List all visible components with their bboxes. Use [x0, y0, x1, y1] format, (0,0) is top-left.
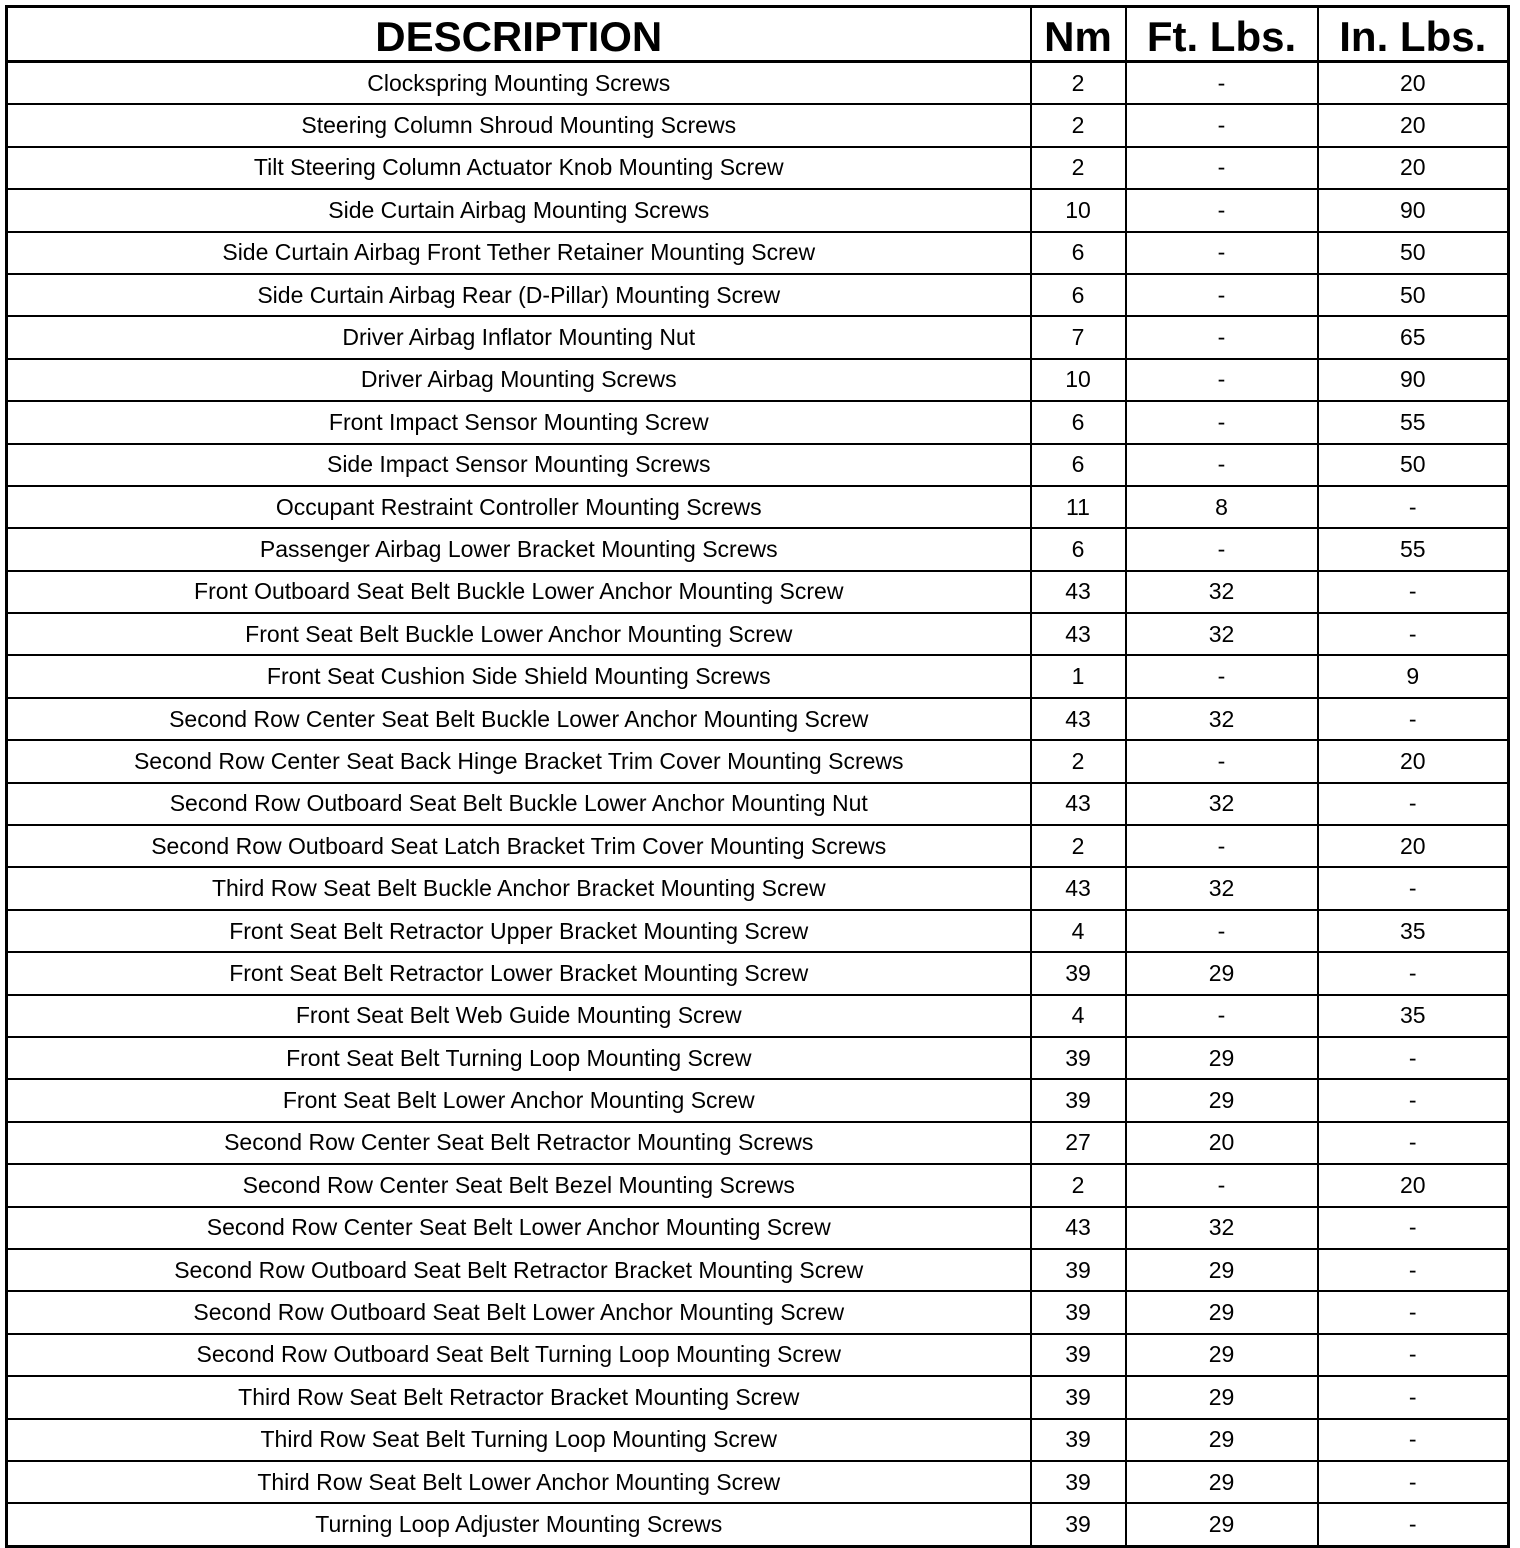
in-lbs-cell: 90 — [1318, 189, 1509, 231]
description-cell: Front Seat Belt Retractor Lower Bracket Mounting Screw — [7, 952, 1031, 994]
in-lbs-cell: - — [1318, 1037, 1509, 1079]
table-row — [7, 486, 1509, 528]
table-row — [7, 825, 1509, 867]
ft-lbs-cell: - — [1126, 104, 1318, 146]
in-lbs-cell: - — [1318, 867, 1509, 909]
header-ft-lbs: Ft. Lbs. — [1126, 7, 1318, 62]
table-row — [7, 1079, 1509, 1121]
ft-lbs-cell: 29 — [1126, 1503, 1318, 1546]
nm-cell: 6 — [1031, 528, 1126, 570]
table-row — [7, 1461, 1509, 1503]
description-cell: Second Row Outboard Seat Belt Lower Anchor Mounting Screw — [7, 1291, 1031, 1333]
in-lbs-cell: 65 — [1318, 316, 1509, 358]
table-row — [7, 1419, 1509, 1461]
description-cell: Third Row Seat Belt Buckle Anchor Bracket Mounting Screw — [7, 867, 1031, 909]
in-lbs-cell: 55 — [1318, 401, 1509, 443]
ft-lbs-cell: - — [1126, 444, 1318, 486]
in-lbs-cell: - — [1318, 1249, 1509, 1291]
table-row — [7, 232, 1509, 274]
in-lbs-cell: - — [1318, 1334, 1509, 1376]
table-row — [7, 359, 1509, 401]
table-row — [7, 1037, 1509, 1079]
nm-cell: 39 — [1031, 1376, 1126, 1418]
ft-lbs-cell: 32 — [1126, 1207, 1318, 1249]
in-lbs-cell: - — [1318, 1122, 1509, 1164]
header-description: DESCRIPTION — [7, 7, 1031, 62]
description-cell: Front Seat Belt Retractor Upper Bracket Mounting Screw — [7, 910, 1031, 952]
in-lbs-cell: - — [1318, 1079, 1509, 1121]
in-lbs-cell: - — [1318, 613, 1509, 655]
in-lbs-cell: - — [1318, 486, 1509, 528]
nm-cell: 39 — [1031, 1461, 1126, 1503]
table-row — [7, 867, 1509, 909]
ft-lbs-cell: 32 — [1126, 783, 1318, 825]
nm-cell: 1 — [1031, 655, 1126, 697]
description-cell: Third Row Seat Belt Turning Loop Mounting Screw — [7, 1419, 1031, 1461]
in-lbs-cell: 50 — [1318, 444, 1509, 486]
ft-lbs-cell: - — [1126, 1164, 1318, 1206]
description-cell: Second Row Outboard Seat Latch Bracket Trim Cover Mounting Screws — [7, 825, 1031, 867]
in-lbs-cell: 50 — [1318, 232, 1509, 274]
nm-cell: 43 — [1031, 698, 1126, 740]
nm-cell: 6 — [1031, 401, 1126, 443]
nm-cell: 39 — [1031, 1249, 1126, 1291]
nm-cell: 39 — [1031, 1291, 1126, 1333]
description-cell: Second Row Center Seat Belt Retractor Mounting Screws — [7, 1122, 1031, 1164]
in-lbs-cell: 35 — [1318, 910, 1509, 952]
description-cell: Front Seat Cushion Side Shield Mounting Screws — [7, 655, 1031, 697]
nm-cell: 10 — [1031, 189, 1126, 231]
table-row — [7, 613, 1509, 655]
in-lbs-cell: - — [1318, 571, 1509, 613]
in-lbs-cell: 90 — [1318, 359, 1509, 401]
in-lbs-cell: 35 — [1318, 995, 1509, 1037]
table-row — [7, 740, 1509, 782]
ft-lbs-cell: - — [1126, 62, 1318, 105]
description-cell: Steering Column Shroud Mounting Screws — [7, 104, 1031, 146]
nm-cell: 2 — [1031, 147, 1126, 189]
ft-lbs-cell: - — [1126, 995, 1318, 1037]
ft-lbs-cell: 32 — [1126, 571, 1318, 613]
in-lbs-cell: 20 — [1318, 104, 1509, 146]
in-lbs-cell: - — [1318, 1291, 1509, 1333]
ft-lbs-cell: 29 — [1126, 1376, 1318, 1418]
in-lbs-cell: 20 — [1318, 62, 1509, 105]
nm-cell: 2 — [1031, 62, 1126, 105]
header-row — [7, 7, 1509, 62]
nm-cell: 43 — [1031, 613, 1126, 655]
nm-cell: 27 — [1031, 1122, 1126, 1164]
table-row — [7, 401, 1509, 443]
nm-cell: 4 — [1031, 995, 1126, 1037]
ft-lbs-cell: 29 — [1126, 1037, 1318, 1079]
table-header — [7, 7, 1509, 62]
in-lbs-cell: 20 — [1318, 147, 1509, 189]
ft-lbs-cell: 8 — [1126, 486, 1318, 528]
in-lbs-cell: - — [1318, 783, 1509, 825]
description-cell: Passenger Airbag Lower Bracket Mounting Screws — [7, 528, 1031, 570]
description-cell: Occupant Restraint Controller Mounting Screws — [7, 486, 1031, 528]
description-cell: Front Seat Belt Web Guide Mounting Screw — [7, 995, 1031, 1037]
ft-lbs-cell: - — [1126, 274, 1318, 316]
nm-cell: 39 — [1031, 1079, 1126, 1121]
description-cell: Front Outboard Seat Belt Buckle Lower Anchor Mounting Screw — [7, 571, 1031, 613]
nm-cell: 39 — [1031, 1419, 1126, 1461]
in-lbs-cell: - — [1318, 1207, 1509, 1249]
ft-lbs-cell: 29 — [1126, 1249, 1318, 1291]
ft-lbs-cell: 29 — [1126, 1079, 1318, 1121]
table-row — [7, 995, 1509, 1037]
description-cell: Second Row Center Seat Back Hinge Bracket Trim Cover Mounting Screws — [7, 740, 1031, 782]
nm-cell: 7 — [1031, 316, 1126, 358]
ft-lbs-cell: - — [1126, 359, 1318, 401]
ft-lbs-cell: 29 — [1126, 1419, 1318, 1461]
table-row — [7, 698, 1509, 740]
table-row — [7, 1503, 1509, 1546]
description-cell: Front Impact Sensor Mounting Screw — [7, 401, 1031, 443]
header-nm: Nm — [1031, 7, 1126, 62]
in-lbs-cell: 20 — [1318, 740, 1509, 782]
description-cell: Turning Loop Adjuster Mounting Screws — [7, 1503, 1031, 1546]
table-row — [7, 528, 1509, 570]
ft-lbs-cell: 29 — [1126, 952, 1318, 994]
ft-lbs-cell: - — [1126, 147, 1318, 189]
ft-lbs-cell: - — [1126, 232, 1318, 274]
table-row — [7, 1122, 1509, 1164]
header-in-lbs: In. Lbs. — [1318, 7, 1509, 62]
nm-cell: 39 — [1031, 1037, 1126, 1079]
description-cell: Second Row Outboard Seat Belt Buckle Lower Anchor Mounting Nut — [7, 783, 1031, 825]
description-cell: Tilt Steering Column Actuator Knob Mounting Screw — [7, 147, 1031, 189]
table-row — [7, 274, 1509, 316]
nm-cell: 39 — [1031, 1503, 1126, 1546]
nm-cell: 11 — [1031, 486, 1126, 528]
table-row — [7, 1164, 1509, 1206]
description-cell: Second Row Outboard Seat Belt Retractor Bracket Mounting Screw — [7, 1249, 1031, 1291]
ft-lbs-cell: 29 — [1126, 1334, 1318, 1376]
in-lbs-cell: 20 — [1318, 1164, 1509, 1206]
ft-lbs-cell: 32 — [1126, 867, 1318, 909]
description-cell: Front Seat Belt Lower Anchor Mounting Screw — [7, 1079, 1031, 1121]
table-row — [7, 1376, 1509, 1418]
ft-lbs-cell: - — [1126, 189, 1318, 231]
table-row — [7, 952, 1509, 994]
nm-cell: 43 — [1031, 783, 1126, 825]
description-cell: Third Row Seat Belt Retractor Bracket Mounting Screw — [7, 1376, 1031, 1418]
in-lbs-cell: 55 — [1318, 528, 1509, 570]
ft-lbs-cell: 32 — [1126, 698, 1318, 740]
in-lbs-cell: - — [1318, 1503, 1509, 1546]
nm-cell: 6 — [1031, 274, 1126, 316]
description-cell: Side Curtain Airbag Front Tether Retainer Mounting Screw — [7, 232, 1031, 274]
in-lbs-cell: - — [1318, 1461, 1509, 1503]
nm-cell: 4 — [1031, 910, 1126, 952]
nm-cell: 6 — [1031, 444, 1126, 486]
ft-lbs-cell: 29 — [1126, 1291, 1318, 1333]
description-cell: Second Row Outboard Seat Belt Turning Loop Mounting Screw — [7, 1334, 1031, 1376]
in-lbs-cell: - — [1318, 952, 1509, 994]
table-row — [7, 1207, 1509, 1249]
ft-lbs-cell: 32 — [1126, 613, 1318, 655]
nm-cell: 2 — [1031, 825, 1126, 867]
nm-cell: 43 — [1031, 571, 1126, 613]
description-cell: Driver Airbag Mounting Screws — [7, 359, 1031, 401]
description-cell: Side Curtain Airbag Mounting Screws — [7, 189, 1031, 231]
description-cell: Front Seat Belt Turning Loop Mounting Screw — [7, 1037, 1031, 1079]
table-row — [7, 1249, 1509, 1291]
ft-lbs-cell: - — [1126, 401, 1318, 443]
description-cell: Side Impact Sensor Mounting Screws — [7, 444, 1031, 486]
table-row — [7, 655, 1509, 697]
torque-spec-table — [5, 5, 1510, 1548]
in-lbs-cell: - — [1318, 1376, 1509, 1418]
description-cell: Driver Airbag Inflator Mounting Nut — [7, 316, 1031, 358]
table-row — [7, 444, 1509, 486]
nm-cell: 2 — [1031, 740, 1126, 782]
ft-lbs-cell: - — [1126, 825, 1318, 867]
description-cell: Side Curtain Airbag Rear (D-Pillar) Mounting Screw — [7, 274, 1031, 316]
ft-lbs-cell: 20 — [1126, 1122, 1318, 1164]
description-cell: Front Seat Belt Buckle Lower Anchor Mounting Screw — [7, 613, 1031, 655]
table-row — [7, 104, 1509, 146]
table-row — [7, 1334, 1509, 1376]
ft-lbs-cell: - — [1126, 316, 1318, 358]
table-row — [7, 62, 1509, 105]
ft-lbs-cell: 29 — [1126, 1461, 1318, 1503]
table-row — [7, 1291, 1509, 1333]
description-cell: Second Row Center Seat Belt Bezel Mounting Screws — [7, 1164, 1031, 1206]
nm-cell: 43 — [1031, 1207, 1126, 1249]
ft-lbs-cell: - — [1126, 655, 1318, 697]
nm-cell: 10 — [1031, 359, 1126, 401]
description-cell: Second Row Center Seat Belt Lower Anchor Mounting Screw — [7, 1207, 1031, 1249]
description-cell: Clockspring Mounting Screws — [7, 62, 1031, 105]
ft-lbs-cell: - — [1126, 910, 1318, 952]
table-row — [7, 910, 1509, 952]
nm-cell: 2 — [1031, 104, 1126, 146]
table-row — [7, 147, 1509, 189]
nm-cell: 43 — [1031, 867, 1126, 909]
table-row — [7, 316, 1509, 358]
table-body — [7, 62, 1509, 1547]
nm-cell: 39 — [1031, 1334, 1126, 1376]
table-row — [7, 783, 1509, 825]
description-cell: Third Row Seat Belt Lower Anchor Mounting Screw — [7, 1461, 1031, 1503]
nm-cell: 2 — [1031, 1164, 1126, 1206]
table-row — [7, 189, 1509, 231]
ft-lbs-cell: - — [1126, 740, 1318, 782]
in-lbs-cell: - — [1318, 698, 1509, 740]
in-lbs-cell: - — [1318, 1419, 1509, 1461]
nm-cell: 6 — [1031, 232, 1126, 274]
nm-cell: 39 — [1031, 952, 1126, 994]
in-lbs-cell: 9 — [1318, 655, 1509, 697]
in-lbs-cell: 20 — [1318, 825, 1509, 867]
description-cell: Second Row Center Seat Belt Buckle Lower Anchor Mounting Screw — [7, 698, 1031, 740]
in-lbs-cell: 50 — [1318, 274, 1509, 316]
ft-lbs-cell: - — [1126, 528, 1318, 570]
table-row — [7, 571, 1509, 613]
